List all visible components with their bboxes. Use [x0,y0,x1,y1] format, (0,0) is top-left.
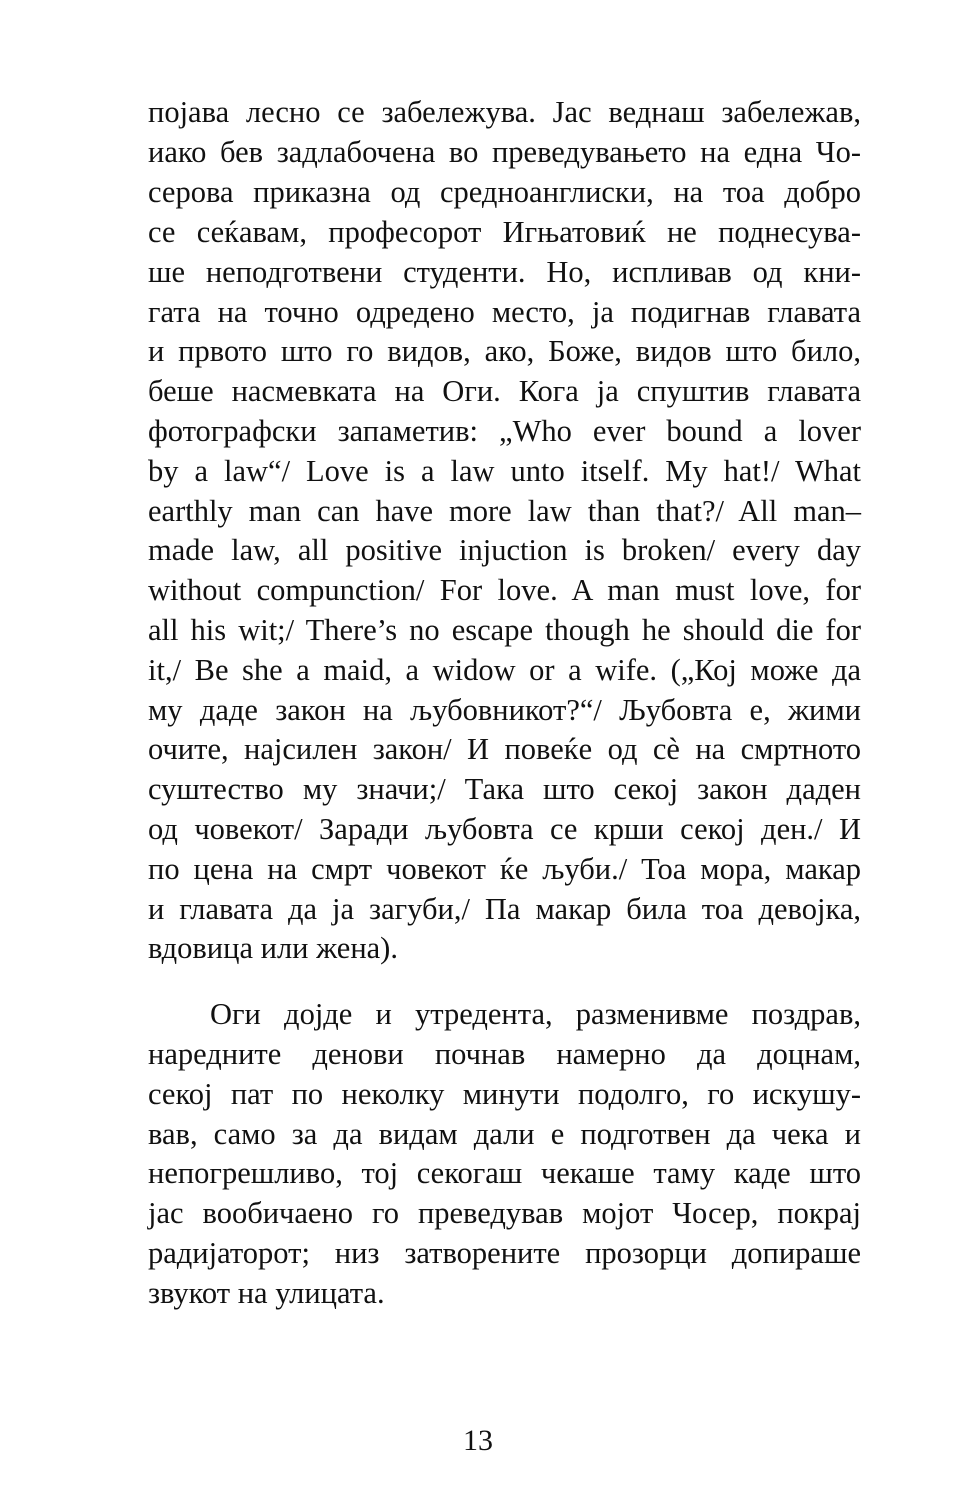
text-line: по цена на смрт човекот ќе љуби./ Тоа мора, макар [148,852,861,886]
document-page [148,0,861,1494]
text-line: непогрешливо, тој секогаш чекаше таму каде што [148,1156,861,1190]
text-line: секој пат по неколку минути подолго, го искушу- [148,1077,861,1111]
text-line: without compunction/ For love. A man must love, for [148,573,861,607]
text-line: беше насмевката на Оги. Кога ја спуштив главата [148,374,861,408]
text-line: појава лесно се забележува. Јас веднаш забележав, [148,95,861,129]
text-line: од човекот/ Заради љубовта се крши секој ден./ И [148,812,861,846]
text-line: гата на точно одредено место, ја подигнав главата [148,295,861,329]
text-line: радијаторот; низ затворените прозорци допираше [148,1236,861,1270]
text-line: серова приказна од средноанглиски, на тоа добро [148,175,861,209]
page-number: 13 [463,1424,493,1457]
text-line: вдовица или жена). [148,931,398,965]
text-line: it,/ Be she a maid, a widow or a wife. („Кој може да [148,653,861,687]
text-line: earthly man can have more law than that?/ All man– [148,494,861,528]
text-line: иако бев задлабочена во преведувањето на една Чо- [148,135,861,169]
text-line: all his wit;/ There’s no escape though he should die for [148,613,861,647]
text-line: јас вообичаено го преведував мојот Чосер, покрај [148,1196,861,1230]
text-line: ше неподготвени студенти. Но, испливав од кни- [148,255,861,289]
text-line: му даде закон на љубовникот?“/ Љубовта е, жими [148,693,861,727]
text-line: и првото што го видов, ако, Боже, видов што било, [148,334,861,368]
text-line: се сеќавам, професорот Игњатовиќ не поднесува- [148,215,861,249]
text-line: Оги дојде и утредента, разменивме поздрав, [210,997,861,1031]
text-line: made law, all positive injuction is broken/ every day [148,533,861,567]
text-line: и главата да ја загуби,/ Па макар била тоа девојка, [148,892,861,926]
text-line: суштество му значи;/ Така што секој закон даден [148,772,861,806]
text-line: очите, најсилен закон/ И повеќе од сè на смртното [148,732,861,766]
text-line: звукот на улицата. [148,1276,385,1310]
text-line: фотографски запаметив: „Who ever bound a lover [148,414,861,448]
text-line: наредните денови почнав намерно да доцнам, [148,1037,861,1071]
text-line: вав, само за да видам дали е подготвен да чека и [148,1117,861,1151]
text-line: by a law“/ Love is a law unto itself. My hat!/ What [148,454,861,488]
